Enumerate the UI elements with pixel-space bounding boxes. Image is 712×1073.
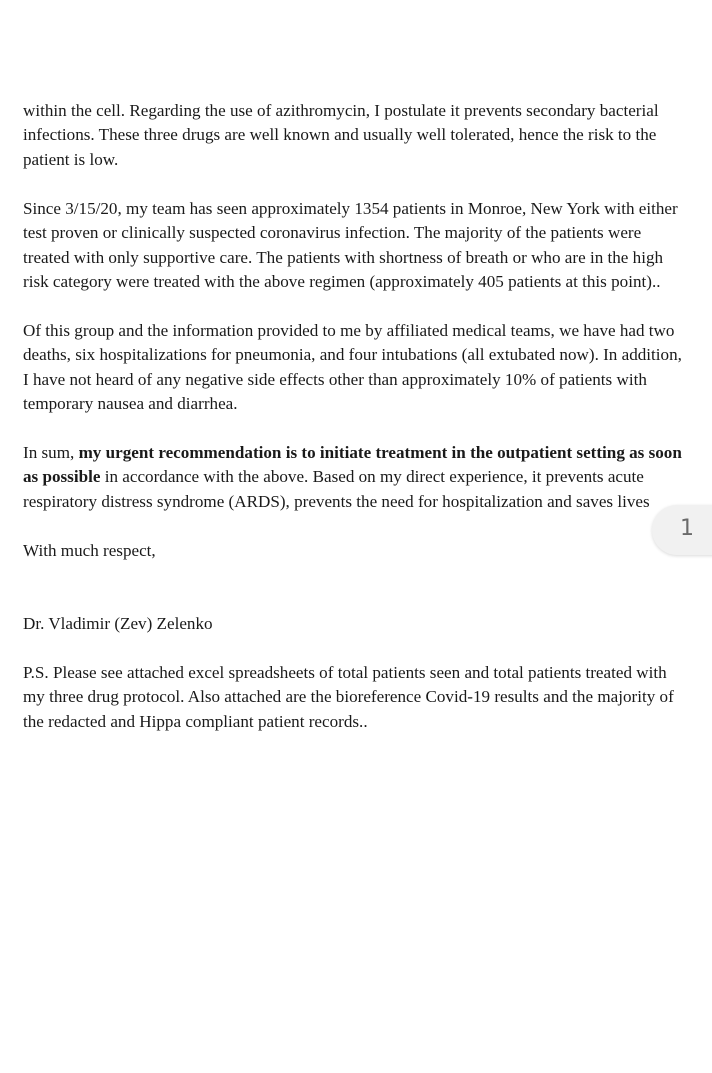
paragraph-recommendation	[23, 441, 712, 514]
text-line: test proven or clinically suspected coronavirus infection. The majority of the patients were	[23, 223, 642, 243]
text-line: P.S. Please see attached excel spreadsheets of total patients seen and total patients treated with	[23, 663, 667, 682]
paragraph-patients-seen	[23, 197, 712, 295]
text-line: respiratory distress syndrome (ARDS), prevents the need for hospitalization and saves lives	[23, 491, 650, 511]
page-number: 1	[680, 516, 694, 541]
bold-recommendation: my urgent recommendation is to initiate treatment in the outpatient setting as soon	[78, 443, 682, 462]
text-line: the redacted and Hippa compliant patient records..	[23, 711, 368, 731]
text-line: treated with only supportive care. The patients with shortness of breath or who are in the high	[23, 247, 664, 267]
text-line: Since 3/15/20, my team has seen approximately 1354 patients in Monroe, New York with either	[23, 199, 678, 218]
text-segment: In sum,	[23, 443, 79, 462]
text-line: I have not heard of any negative side effects other than approximately 10% of patients with	[23, 369, 647, 389]
closing-line: With much respect,	[23, 541, 156, 560]
text-line: patient is low.	[23, 149, 119, 169]
paragraph-outcomes	[23, 319, 712, 417]
bold-recommendation: as possible	[23, 467, 101, 487]
text-line	[23, 441, 712, 465]
text-line: temporary nausea and diarrhea.	[23, 394, 238, 414]
text-line: risk category were treated with the above regimen (approximately 405 patients at this point)..	[23, 272, 661, 292]
postscript	[23, 661, 712, 734]
text-line: my three drug protocol. Also attached are the bioreference Covid-19 results and the majority of	[23, 687, 674, 707]
text-line: within the cell. Regarding the use of azithromycin, I postulate it prevents secondary bacterial	[23, 101, 659, 120]
text-segment: in accordance with the above. Based on my direct experience, it prevents acute	[100, 467, 644, 487]
paragraph-cell-mechanism	[23, 99, 712, 172]
text-line	[23, 465, 712, 489]
text-line: deaths, six hospitalizations for pneumonia, and four intubations (all extubated now). In addition,	[23, 345, 682, 365]
text-line: infections. These three drugs are well known and usually well tolerated, hence the risk to the	[23, 125, 657, 145]
text-line: Of this group and the information provided to me by affiliated medical teams, we have had two	[23, 321, 675, 340]
page-number-indicator[interactable]	[652, 505, 712, 555]
signature-name: Dr. Vladimir (Zev) Zelenko	[23, 614, 213, 633]
